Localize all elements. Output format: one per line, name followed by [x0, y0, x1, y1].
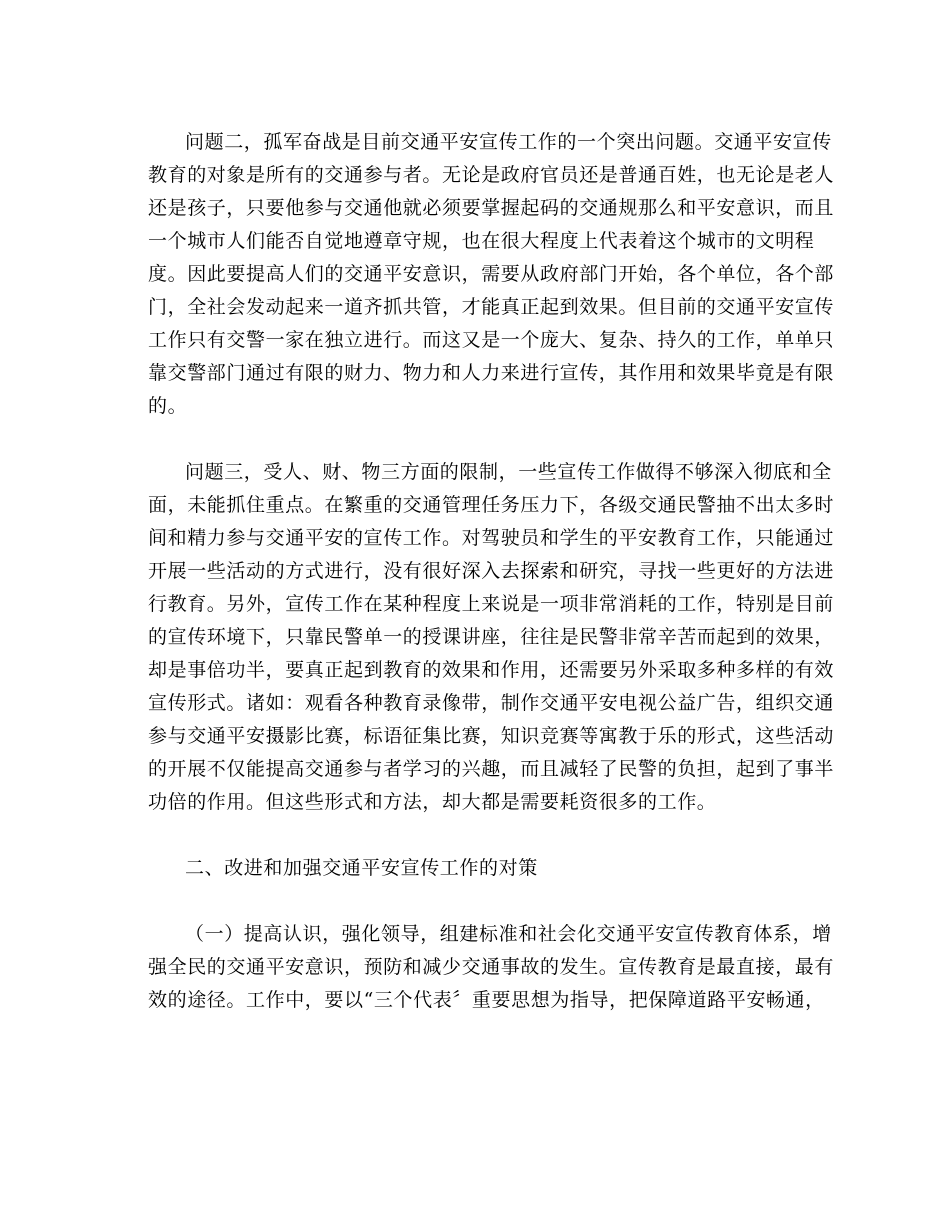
paragraph-2-line-5: 行教育。另外，宣传工作在某种程度上来说是一项非常消耗的工作，特别是目前 — [148, 593, 835, 615]
paragraph-4-line-1: （一）提高认识，强化领导，组建标准和社会化交通平安宣传教育体系，增 — [185, 923, 832, 945]
paragraph-2-line-4: 开展一些活动的方式进行，没有很好深入去探索和研究，寻找一些更好的方法进 — [148, 560, 835, 582]
section-heading: 二、改进和加强交通平安宣传工作的对策 — [185, 857, 538, 879]
paragraph-1-line-9: 的。 — [148, 395, 188, 417]
paragraph-2-line-11: 功倍的作用。但这些形式和方法，却大都是需要耗资很多的工作。 — [148, 791, 717, 813]
paragraph-1-line-7: 工作只有交警一家在独立进行。而这又是一个庞大、复杂、持久的工作，单单只 — [148, 329, 835, 351]
paragraph-1-line-6: 门，全社会发动起来一道齐抓共管，才能真正起到效果。但目前的交通平安宣传 — [148, 296, 835, 318]
paragraph-1-line-5: 度。因此要提高人们的交通平安意识，需要从政府部门开始，各个单位，各个部 — [148, 263, 835, 285]
paragraph-1-line-3: 还是孩子，只要他参与交通他就必须要掌握起码的交通规那么和平安意识，而且 — [148, 197, 835, 219]
paragraph-4-line-3: 效的途径。工作中，要以“三个代表〞重要思想为指导，把保障道路平安畅通， — [148, 989, 825, 1011]
paragraph-1-line-2: 教育的对象是所有的交通参与者。无论是政府官员还是普通百姓，也无论是老人 — [148, 164, 835, 186]
paragraph-2-line-9: 参与交通平安摄影比赛，标语征集比赛，知识竞赛等寓教于乐的形式，这些活动 — [148, 725, 835, 747]
paragraph-2-line-6: 的宣传环境下，只靠民警单一的授课讲座，往往是民警非常辛苦而起到的效果， — [148, 626, 835, 648]
paragraph-2-line-1: 问题三，受人、财、物三方面的限制，一些宣传工作做得不够深入彻底和全 — [185, 461, 832, 483]
paragraph-1-line-1: 问题二，孤军奋战是目前交通平安宣传工作的一个突出问题。交通平安宣传 — [185, 131, 832, 153]
paragraph-2-line-2: 面，未能抓住重点。在繁重的交通管理任务压力下，各级交通民警抽不出太多时 — [148, 494, 835, 516]
paragraph-4-line-2: 强全民的交通平安意识，预防和减少交通事故的发生。宣传教育是最直接，最有 — [148, 956, 835, 978]
paragraph-2-line-8: 宣传形式。诸如：观看各种教育录像带，制作交通平安电视公益广告，组织交通 — [148, 692, 835, 714]
paragraph-2-line-10: 的开展不仅能提高交通参与者学习的兴趣，而且减轻了民警的负担，起到了事半 — [148, 758, 835, 780]
paragraph-1-line-8: 靠交警部门通过有限的财力、物力和人力来进行宣传，其作用和效果毕竟是有限 — [148, 362, 835, 384]
paragraph-2-line-3: 间和精力参与交通平安的宣传工作。对驾驶员和学生的平安教育工作，只能通过 — [148, 527, 835, 549]
paragraph-1-line-4: 一个城市人们能否自觉地遵章守规，也在很大程度上代表着这个城市的文明程 — [148, 230, 815, 252]
paragraph-2-line-7: 却是事倍功半，要真正起到教育的效果和作用，还需要另外采取多种多样的有效 — [148, 659, 835, 681]
